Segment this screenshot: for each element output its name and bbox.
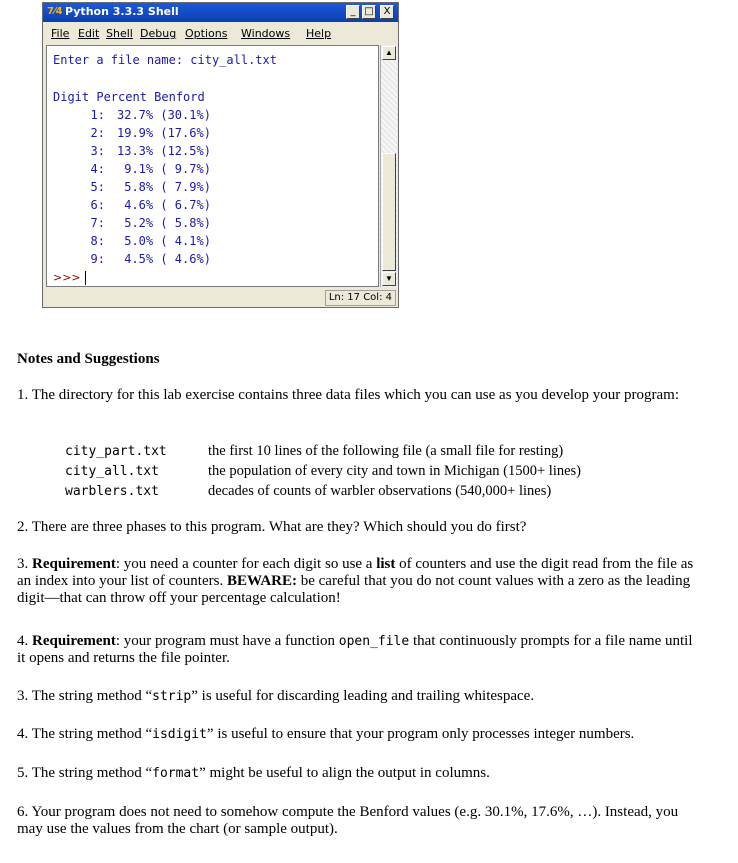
output-digit: 8: xyxy=(90,234,105,248)
output-digit: 6: xyxy=(90,198,105,212)
shell-input-line: Enter a file name: city_all.txt xyxy=(53,53,277,67)
output-values: 9.1% ( 9.7%) xyxy=(117,162,211,176)
paragraph-3 xyxy=(17,556,697,607)
p6-text-a: 4. The string method “ xyxy=(17,726,153,742)
output-values: 5.8% ( 7.9%) xyxy=(117,180,211,194)
file-name: city_part.txt xyxy=(65,444,167,459)
p6-code: isdigit xyxy=(152,727,207,742)
paragraph-8: 6. Your program does not need to somehow compute the Benford values (e.g. 30.1%, 17.6%, …). Instead, you may use the values from the chart (or sample output). xyxy=(17,804,679,837)
scroll-up-arrow-icon[interactable]: ▲ xyxy=(382,46,396,60)
close-button[interactable]: X xyxy=(380,5,394,19)
p6-text-b: ” is useful to ensure that your program only processes integer numbers. xyxy=(206,726,635,742)
output-values: 5.0% ( 4.1%) xyxy=(117,234,211,248)
output-values: 13.3% (12.5%) xyxy=(117,144,211,158)
menu-help[interactable]: Help xyxy=(306,27,332,40)
scroll-down-arrow-icon[interactable]: ▼ xyxy=(382,272,396,286)
p5-text-b: ” is useful for discarding leading and trailing whitespace. xyxy=(191,688,535,704)
output-digit: 5: xyxy=(90,180,105,194)
p5-code: strip xyxy=(152,689,192,704)
output-values: 5.2% ( 5.8%) xyxy=(117,216,211,230)
p5-text-a: 3. The string method “ xyxy=(17,688,153,704)
p3-number: 3. xyxy=(17,556,32,572)
menu-windows[interactable]: Windows xyxy=(241,27,291,40)
file-name: warblers.txt xyxy=(65,484,159,499)
idle-shell-window xyxy=(42,2,399,308)
output-digit: 2: xyxy=(90,126,105,140)
cursor-position: Ln: 17 Col: 4 xyxy=(325,290,396,306)
output-values: 19.9% (17.6%) xyxy=(117,126,211,140)
python-icon: 7⁄4 xyxy=(47,6,63,17)
menu-bar xyxy=(43,22,398,44)
scrollbar-thumb[interactable] xyxy=(382,153,396,271)
menu-file[interactable]: File xyxy=(51,27,70,40)
section-heading: Notes and Suggestions xyxy=(17,351,160,367)
file-description: the first 10 lines of the following file (a small file for resting) xyxy=(208,443,564,459)
p3-text-b: of counters and use the digit read from the file as an index into your list of counters. xyxy=(17,556,694,589)
p7-text-a: 5. The string method “ xyxy=(17,765,153,781)
status-bar xyxy=(43,288,398,307)
menu-debug[interactable]: Debug xyxy=(140,27,177,40)
prompt-line xyxy=(53,268,86,287)
file-row xyxy=(65,481,551,502)
p3-requirement: Requirement xyxy=(32,556,116,572)
output-digit: 4: xyxy=(90,162,105,176)
vertical-scrollbar[interactable] xyxy=(380,45,397,287)
output-digit: 9: xyxy=(90,252,105,266)
title-bar[interactable] xyxy=(43,3,398,22)
file-row xyxy=(65,441,563,462)
menu-shell[interactable]: Shell xyxy=(106,27,133,40)
file-description: decades of counts of warbler observations (540,000+ lines) xyxy=(208,483,552,499)
p3-text-a: : you need a counter for each digit so use a xyxy=(115,556,377,572)
file-row xyxy=(65,461,581,482)
paragraph-5 xyxy=(17,688,717,705)
p4-code: open_file xyxy=(338,634,410,649)
output-digit: 3: xyxy=(90,144,105,158)
menu-options[interactable]: Options xyxy=(185,27,228,40)
p4-text-b: that continuously prompts for a file name until it opens and returns the file pointer. xyxy=(17,633,693,666)
window-title: Python 3.3.3 Shell xyxy=(65,5,179,18)
output-values: 4.6% ( 6.7%) xyxy=(117,198,211,212)
paragraph-6 xyxy=(17,726,732,743)
menu-edit[interactable]: Edit xyxy=(78,27,100,40)
output-values: 4.5% ( 4.6%) xyxy=(117,252,211,266)
output-values: 32.7% (30.1%) xyxy=(117,108,211,122)
output-header: Digit Percent Benford xyxy=(53,90,205,104)
shell-text-area[interactable] xyxy=(46,45,379,287)
p3-list: list xyxy=(376,556,396,572)
minimize-button[interactable]: _ xyxy=(346,5,360,19)
p3-beware: BEWARE: xyxy=(226,573,297,589)
file-description: the population of every city and town in Michigan (1500+ lines) xyxy=(208,463,582,479)
p4-requirement: Requirement xyxy=(32,633,116,649)
maximize-button[interactable]: □ xyxy=(362,5,376,19)
output-digit: 7: xyxy=(90,216,105,230)
p7-code: format xyxy=(152,766,200,781)
p7-text-b: ” might be useful to align the output in columns. xyxy=(199,765,490,781)
p4-number: 4. xyxy=(17,633,32,649)
paragraph-1: 1. The directory for this lab exercise contains three data files which you can use as you develop your program: xyxy=(17,387,680,403)
paragraph-7 xyxy=(17,765,717,782)
shell-prompt: >>> xyxy=(53,271,81,284)
paragraph-4 xyxy=(17,633,697,667)
output-digit: 1: xyxy=(90,108,105,122)
text-cursor xyxy=(85,271,86,285)
p3-text-c: be careful that you do not count values with a zero as the leading digit—that can throw off your percentage calculation! xyxy=(17,573,691,606)
paragraph-2: 2. There are three phases to this program. What are they? Which should you do first? xyxy=(17,519,527,535)
file-name: city_all.txt xyxy=(65,464,159,479)
p4-text-a: : your program must have a function xyxy=(115,633,339,649)
